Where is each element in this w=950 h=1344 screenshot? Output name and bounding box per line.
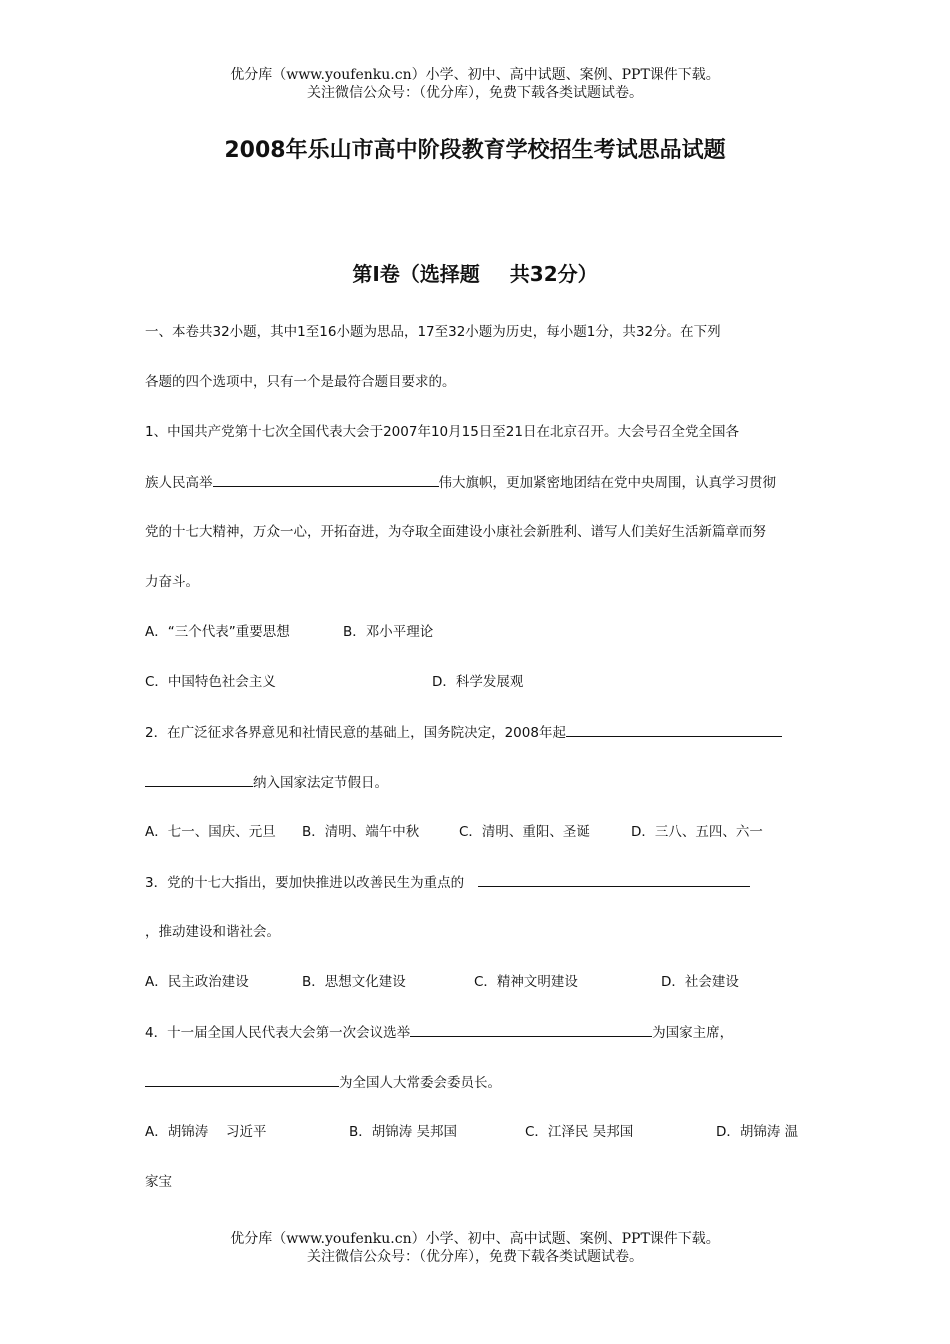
question-3-line-1 xyxy=(145,872,750,893)
exam-title: 2008年乐山市高中阶段教育学校招生考试思品试题 xyxy=(224,138,726,163)
option-b: B．邓小平理论 xyxy=(343,624,434,640)
question-4-text-c: 为全国人大常委会委员长。 xyxy=(339,1075,501,1091)
option-b: B．胡锦涛 吴邦国 xyxy=(349,1124,458,1140)
option-a: A．民主政治建设 xyxy=(145,974,249,990)
section-heading xyxy=(0,258,950,287)
question-2-line-2 xyxy=(145,772,388,793)
option-d: D．三八、五四、六一 xyxy=(631,824,763,840)
question-4-text-b: 为国家主席， xyxy=(652,1025,734,1041)
option-c: C．清明、重阳、圣诞 xyxy=(459,824,590,840)
footer-line-1: 优分库（www.youfenku.cn）小学、初中、高中试题、案例、PPT课件下载。 xyxy=(230,1231,720,1247)
question-1-text-b: 伟大旗帜，更加紧密地团结在党中央周围，认真学习贯彻 xyxy=(438,475,776,491)
option-c: C．江泽民 吴邦国 xyxy=(525,1124,634,1140)
question-4-text-a: 4．十一届全国人民代表大会第一次会议选举 xyxy=(145,1025,411,1041)
question-2-line-1 xyxy=(145,722,782,743)
option-d: D．胡锦涛 温 xyxy=(716,1124,799,1140)
option-d: D．科学发展观 xyxy=(432,674,524,690)
answer-blank xyxy=(410,1022,652,1037)
answer-blank xyxy=(213,472,439,487)
page-header xyxy=(0,66,950,102)
option-a: A．七一、国庆、元旦 xyxy=(145,824,276,840)
question-1-text-a: 族人民高举 xyxy=(145,475,213,491)
question-3-line-2: ，推动建设和谐社会。 xyxy=(145,924,280,940)
option-b: B．思想文化建设 xyxy=(302,974,406,990)
option-b: B．清明、端午中秋 xyxy=(302,824,420,840)
question-4-line-1 xyxy=(145,1022,733,1043)
question-3-options xyxy=(145,972,739,992)
answer-blank xyxy=(145,772,253,787)
answer-blank xyxy=(478,872,750,887)
question-1-line-3: 党的十七大精神，万众一心，开拓奋进，为夺取全面建设小康社会新胜利、谱写人们美好生活新篇章而努 xyxy=(145,524,766,540)
question-2-text-b: 纳入国家法定节假日。 xyxy=(253,775,388,791)
question-4-line-2 xyxy=(145,1072,501,1093)
instructions-line-2: 各题的四个选项中，只有一个是最符合题目要求的。 xyxy=(145,374,456,390)
question-4-option-d-continued: 家宝 xyxy=(145,1174,172,1190)
answer-blank xyxy=(566,722,782,737)
instructions-line-1: 一、本卷共32小题，其中1至16小题为思品，17至32小题为历史，每小题1分，共32分。在下列 xyxy=(145,324,721,340)
question-1-options-row-2 xyxy=(145,672,523,692)
answer-blank xyxy=(145,1072,339,1087)
option-a: A．“三个代表”重要思想 xyxy=(145,624,290,640)
question-1-line-4: 力奋斗。 xyxy=(145,574,199,590)
option-c: C．精神文明建设 xyxy=(474,974,578,990)
question-3-text-a: 3．党的十七大指出，要加快推进以改善民生为重点的 xyxy=(145,875,465,891)
page-footer xyxy=(0,1230,950,1266)
question-2-text-a: 2．在广泛征求各界意见和社情民意的基础上，国务院决定，2008年起 xyxy=(145,725,566,741)
option-c: C．中国特色社会主义 xyxy=(145,674,276,690)
question-1-line-1: 1、中国共产党第十七次全国代表大会于2007年10月15日至21日在北京召开。大会号召全党全国各 xyxy=(145,424,739,440)
question-1-line-2 xyxy=(145,472,776,493)
header-line-2: 关注微信公众号：（优分库），免费下载各类试题试卷。 xyxy=(307,85,643,101)
section-heading-part-1: 第Ⅰ卷（选择题 xyxy=(352,262,480,286)
question-1-options-row-1 xyxy=(145,622,433,642)
header-line-1: 优分库（www.youfenku.cn）小学、初中、高中试题、案例、PPT课件下载。 xyxy=(230,67,720,83)
footer-line-2: 关注微信公众号：（优分库），免费下载各类试题试卷。 xyxy=(307,1249,643,1265)
option-a: A．胡锦涛 习近平 xyxy=(145,1124,267,1140)
option-d: D．社会建设 xyxy=(661,974,739,990)
section-heading-part-2: 共32分） xyxy=(509,262,598,286)
question-2-options xyxy=(145,822,763,842)
question-4-options xyxy=(145,1122,798,1142)
